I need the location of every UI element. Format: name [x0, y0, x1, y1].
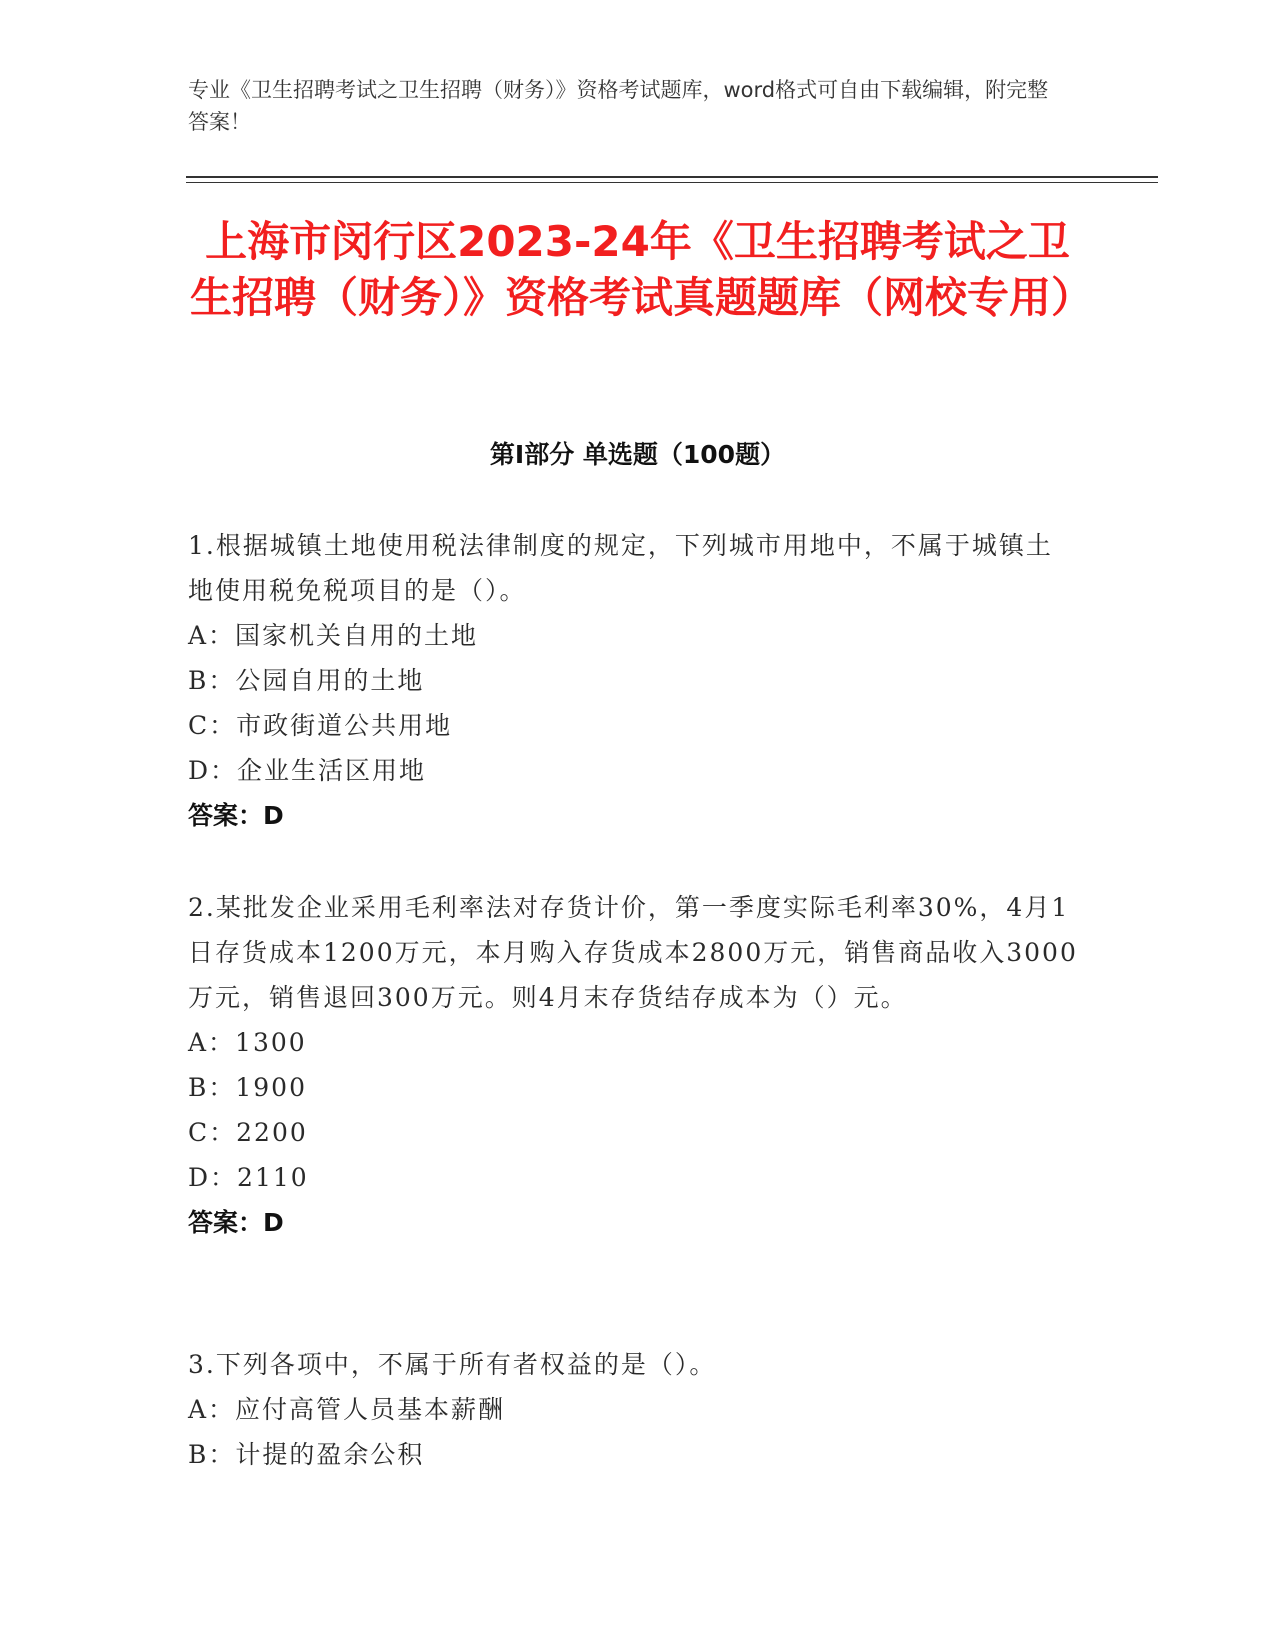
header-divider-thin — [186, 182, 1158, 183]
option-a: A：1300 — [188, 1028, 307, 1057]
question-2 — [188, 885, 1078, 1245]
header-divider-thick — [186, 176, 1158, 178]
header-note: 专业《卫生招聘考试之卫生招聘（财务）》资格考试题库，word格式可自由下载编辑，附完整答案！ — [188, 78, 1049, 134]
option-d: D：2110 — [188, 1163, 309, 1192]
question-stem: 2.某批发企业采用毛利率法对存货计价，第一季度实际毛利率30%，4月1日存货成本1200万元，本月购入存货成本2800万元，销售商品收入3000万元，销售退回300万元。则4月末存货结存成本为（）元。 — [188, 893, 1078, 1012]
option-d: D：企业生活区用地 — [188, 756, 427, 785]
option-b: B：计提的盈余公积 — [188, 1440, 425, 1469]
option-c: C：市政街道公共用地 — [188, 711, 453, 740]
question-stem: 3.下列各项中，不属于所有者权益的是（）。 — [188, 1350, 717, 1379]
answer: 答案：D — [188, 801, 284, 830]
question-stem: 1.根据城镇土地使用税法律制度的规定，下列城市用地中，不属于城镇土地使用税免税项目的是（）。 — [188, 531, 1053, 605]
option-c: C：2200 — [188, 1118, 308, 1147]
question-1 — [188, 523, 1078, 838]
option-b: B：1900 — [188, 1073, 307, 1102]
answer: 答案：D — [188, 1208, 284, 1237]
option-a: A：应付高管人员基本薪酬 — [188, 1395, 506, 1424]
option-b: B：公园自用的土地 — [188, 666, 425, 695]
option-a: A：国家机关自用的土地 — [188, 621, 479, 650]
section-heading: 第Ⅰ部分 单选题（100题） — [489, 440, 786, 469]
document-title: 上海市闵行区2023-24年《卫生招聘考试之卫生招聘（财务）》资格考试真题题库（网校专用） — [190, 217, 1094, 322]
question-3 — [188, 1342, 1078, 1477]
